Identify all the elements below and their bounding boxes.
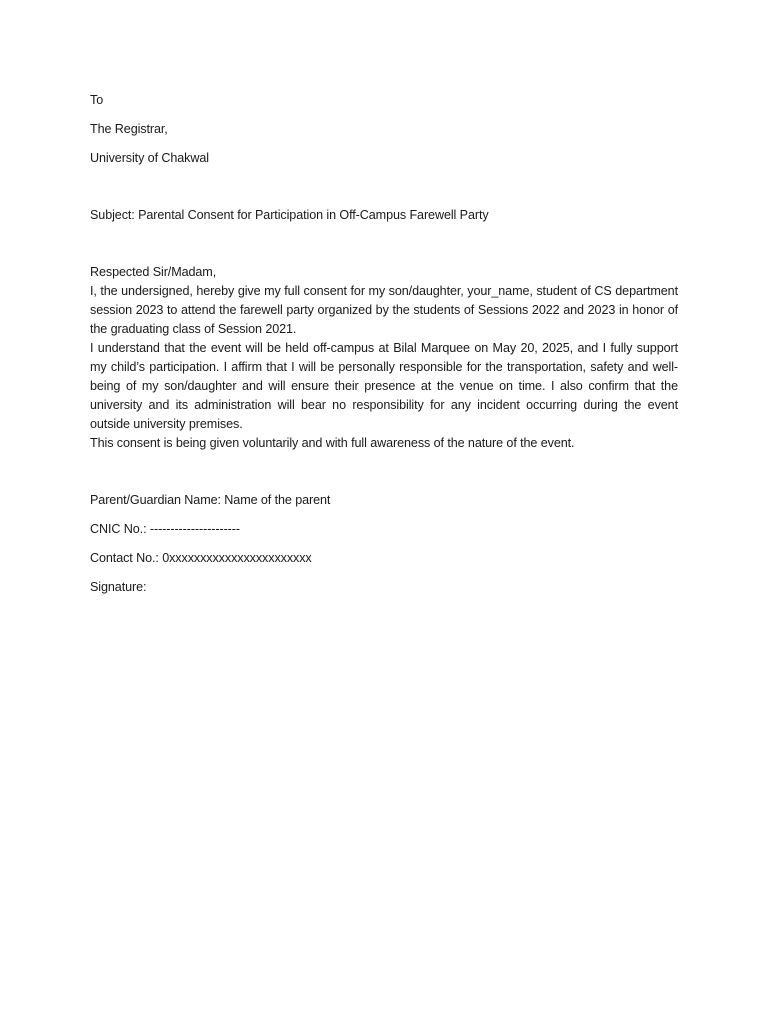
responsibility-paragraph: I understand that the event will be held off-campus at Bilal Marquee on May 20, 2025, and I fully support my child’s participation. I affirm that I will be personally responsible for the transportation, safety and well-being of my son/daughter and will ensure their presence at the venue on time. I also confirm that the university and its administration will bear no responsibility for any incident occurring during the event outside university premises. bbox=[90, 341, 678, 431]
subject-line: Subject: Parental Consent for Participation in Off-Campus Farewell Party bbox=[90, 208, 489, 222]
guardian-name-line: Parent/Guardian Name: Name of the parent bbox=[90, 493, 331, 507]
signature-line: Signature: bbox=[90, 580, 147, 594]
salutation-line: Respected Sir/Madam, bbox=[90, 265, 217, 279]
consent-paragraph: I, the undersigned, hereby give my full consent for my son/daughter, your_name, student of CS department session 2023 to attend the farewell party organized by the students of Sessions 2022 and 2023 in honor of the graduating class of Session 2021. bbox=[90, 284, 678, 336]
cnic-line: CNIC No.: ---------------------- bbox=[90, 522, 240, 536]
institution-line: University of Chakwal bbox=[90, 151, 209, 165]
to-line: To bbox=[90, 93, 104, 107]
recipient-line: The Registrar, bbox=[90, 122, 168, 136]
contact-line: Contact No.: 0xxxxxxxxxxxxxxxxxxxxxxx bbox=[90, 551, 312, 565]
voluntary-consent-paragraph: This consent is being given voluntarily and with full awareness of the nature of the event. bbox=[90, 436, 575, 450]
